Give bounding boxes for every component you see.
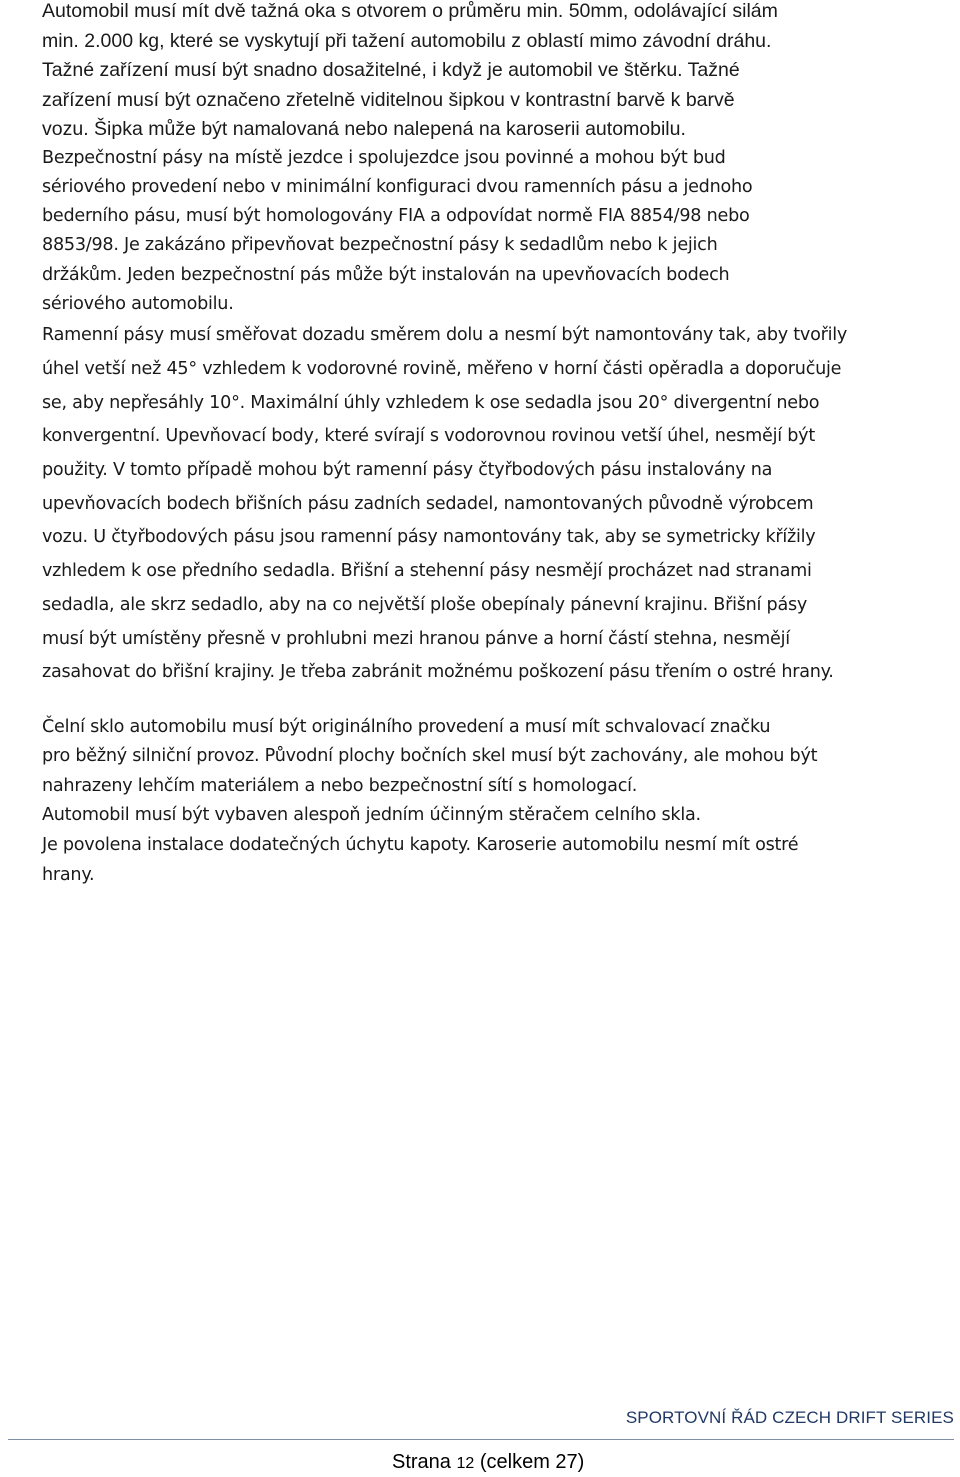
- text-line: úhel vetší než 45° vzhledem k vodorovné rovině, měřeno v horní části opěradla a doporučuje: [42, 359, 842, 379]
- text-line: sériového provedení nebo v minimální konfiguraci dvou ramenních pásu a jednoho: [42, 177, 753, 197]
- text-line: 8853/98. Je zakázáno připevňovat bezpečnostní pásy k sedadlům nebo k jejich: [42, 235, 718, 255]
- text-line: konvergentní. Upevňovací body, které svírají s vodorovnou rovinou vetší úhel, nesmějí být: [42, 426, 815, 446]
- text-line: vzhledem k ose předního sedadla. Břišní a stehenní pásy nesmějí procházet nad stranami: [42, 561, 812, 581]
- text-line: sériového automobilu.: [42, 294, 234, 314]
- text-line: sedadla, ale skrz sedadlo, aby na co největší ploše obepínaly pánevní krajinu. Břišní pásy: [42, 595, 808, 615]
- text-line: držákům. Jeden bezpečnostní pás může být instalován na upevňovacích bodech: [42, 265, 730, 285]
- text-line: použity. V tomto případě mohou být ramenní pásy čtyřbodových pásu instalovány na: [42, 460, 773, 480]
- text-line: vozu. Šipka může být namalovaná nebo nalepená na karoserii automobilu.: [42, 118, 686, 140]
- page-suffix: (celkem 27): [474, 1451, 585, 1473]
- text-line: pro běžný silniční provoz. Původní plochy bočních skel musí být zachovány, ale mohou být: [42, 746, 818, 766]
- text-line: Je povolena instalace dodatečných úchytu kapoty. Karoserie automobilu nesmí mít ostré: [42, 835, 799, 855]
- text-line: nahrazeny lehčím materiálem a nebo bezpečnostní sítí s homologací.: [42, 776, 638, 796]
- text-line: vozu. U čtyřbodových pásu jsou ramenní pásy namontovány tak, aby se symetricky křížily: [42, 527, 816, 547]
- text-line: Tažné zařízení musí být snadno dosažitelné, i když je automobil ve štěrku. Tažné: [42, 59, 740, 81]
- text-line: Bezpečnostní pásy na místě jezdce i spolujezdce jsou povinné a mohou být bud: [42, 148, 726, 168]
- page-number-label: [392, 1451, 584, 1474]
- page-number: 12: [456, 1455, 475, 1472]
- page-prefix: Strana: [392, 1451, 457, 1473]
- text-line: hrany.: [42, 865, 95, 885]
- text-line: Čelní sklo automobilu musí být originálního provedení a musí mít schvalovací značku: [42, 717, 771, 737]
- text-line: zasahovat do břišní krajiny. Je třeba zabránit možnému poškození pásu třením o ostré hrany.: [42, 662, 834, 682]
- text-line: min. 2.000 kg, které se vyskytují při tažení automobilu z oblastí mimo závodní dráhu.: [42, 30, 772, 52]
- text-line: musí být umístěny přesně v prohlubni mezi hranou pánve a horní částí stehna, nesmějí: [42, 629, 790, 649]
- text-line: Automobil musí mít dvě tažná oka s otvorem o průměru min. 50mm, odolávající silám: [42, 0, 778, 22]
- text-line: Ramenní pásy musí směřovat dozadu směrem dolu a nesmí být namontovány tak, aby tvořily: [42, 325, 848, 345]
- footer-divider: [8, 1439, 954, 1440]
- text-line: bederního pásu, musí být homologovány FIA a odpovídat normě FIA 8854/98 nebo: [42, 206, 750, 226]
- text-line: Automobil musí být vybaven alespoň jedním účinným stěračem celního skla.: [42, 805, 701, 825]
- text-line: upevňovacích bodech břišních pásu zadních sedadel, namontovaných původně výrobcem: [42, 494, 814, 514]
- footer-series-title: SPORTOVNÍ ŘÁD CZECH DRIFT SERIES: [625, 1408, 954, 1427]
- text-line: se, aby nepřesáhly 10°. Maximální úhly vzhledem k ose sedadla jsou 20° divergentní nebo: [42, 393, 820, 413]
- text-line: zařízení musí být označeno zřetelně viditelnou šipkou v kontrastní barvě k barvě: [42, 89, 735, 111]
